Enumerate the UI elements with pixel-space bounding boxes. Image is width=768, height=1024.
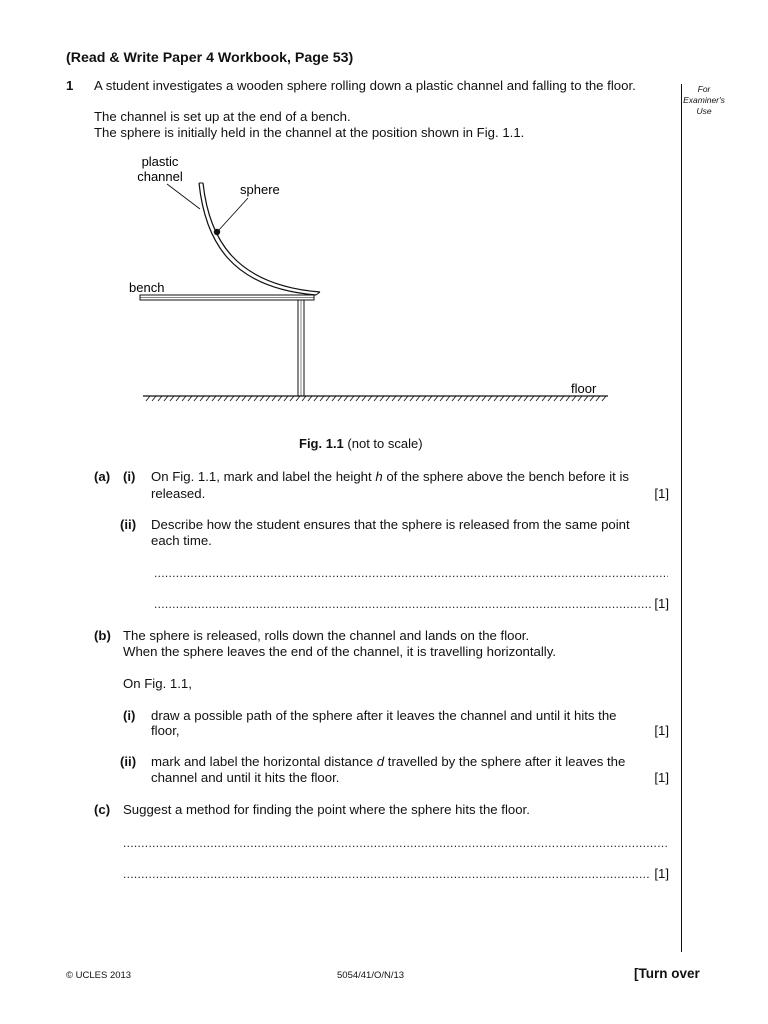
setup-line-1: The channel is set up at the end of a bench. [94,109,351,124]
part-b-ii-line-1: mark and label the horizontal distance d travelled by the sphere after it leaves the [151,754,626,769]
setup-line-2: The sphere is initially held in the channel at the position shown in Fig. 1.1. [94,125,525,140]
label-sphere: sphere [240,182,280,197]
channel-inner-edge [199,183,316,295]
part-a-ii-marks: [1] [654,596,669,611]
part-c-label: (c) [94,802,111,817]
part-b-ii-label: (ii) [120,754,137,769]
answer-line-a-ii-1[interactable] [154,566,668,579]
sphere-leader [218,198,248,231]
part-a-label: (a) [94,469,111,484]
examiner-use-label: For Examiner's Use [683,84,725,116]
part-b-i-line-1: draw a possible path of the sphere after it leaves the channel and until it hits the [151,708,617,723]
part-b-ii-marks: [1] [654,770,669,785]
answer-line-a-ii-2[interactable] [154,597,651,610]
floor-hatching [146,396,606,401]
page-title: (Read & Write Paper 4 Workbook, Page 53) [66,50,354,66]
label-channel: channel [137,169,183,184]
question-intro: A student investigates a wooden sphere rolling down a plastic channel and falling to the floor. [94,78,636,93]
label-plastic: plastic [141,154,179,169]
part-a-i-line-1: On Fig. 1.1, mark and label the height h of the sphere above the bench before it is [151,469,630,484]
part-b-i-label: (i) [123,708,136,723]
answer-line-c-1[interactable] [123,836,668,849]
figure-caption-number: Fig. 1.1 [299,436,344,451]
part-b-line-1: The sphere is released, rolls down the channel and lands on the floor. [123,628,530,643]
part-b-label: (b) [94,628,111,643]
label-floor: floor [571,381,597,396]
channel-outer-edge [203,183,320,292]
part-c-marks: [1] [654,866,669,881]
part-b-ii-line-2: channel and until it hits the floor. [151,770,340,785]
part-b-i-line-2: floor, [151,723,180,738]
footer-paper-code: 5054/41/O/N/13 [337,970,405,981]
figure-1-1 [0,0,768,420]
question-number: 1 [66,78,74,93]
part-a-ii-line-2: each time. [151,533,212,548]
part-a-i-line-2: released. [151,486,206,501]
part-b-line-3: On Fig. 1.1, [123,676,192,691]
footer-copyright: © UCLES 2013 [66,970,132,981]
part-a-ii-label: (ii) [120,517,137,532]
label-bench: bench [129,280,165,295]
part-a-ii-line-1: Describe how the student ensures that the sphere is released from the same point [151,517,630,532]
part-b-line-2: When the sphere leaves the end of the channel, it is travelling horizontally. [123,644,556,659]
part-c-line-1: Suggest a method for finding the point where the sphere hits the floor. [123,802,530,817]
figure-caption-note: (not to scale) [343,436,423,451]
plastic-channel-leader [167,184,200,209]
part-a-i-marks: [1] [654,486,669,501]
figure-caption [299,436,423,451]
part-b-i-marks: [1] [654,723,669,738]
answer-line-c-2[interactable] [123,867,651,880]
part-a-i-label: (i) [123,469,136,484]
sphere [214,229,220,235]
turn-over: [Turn over [634,966,700,981]
